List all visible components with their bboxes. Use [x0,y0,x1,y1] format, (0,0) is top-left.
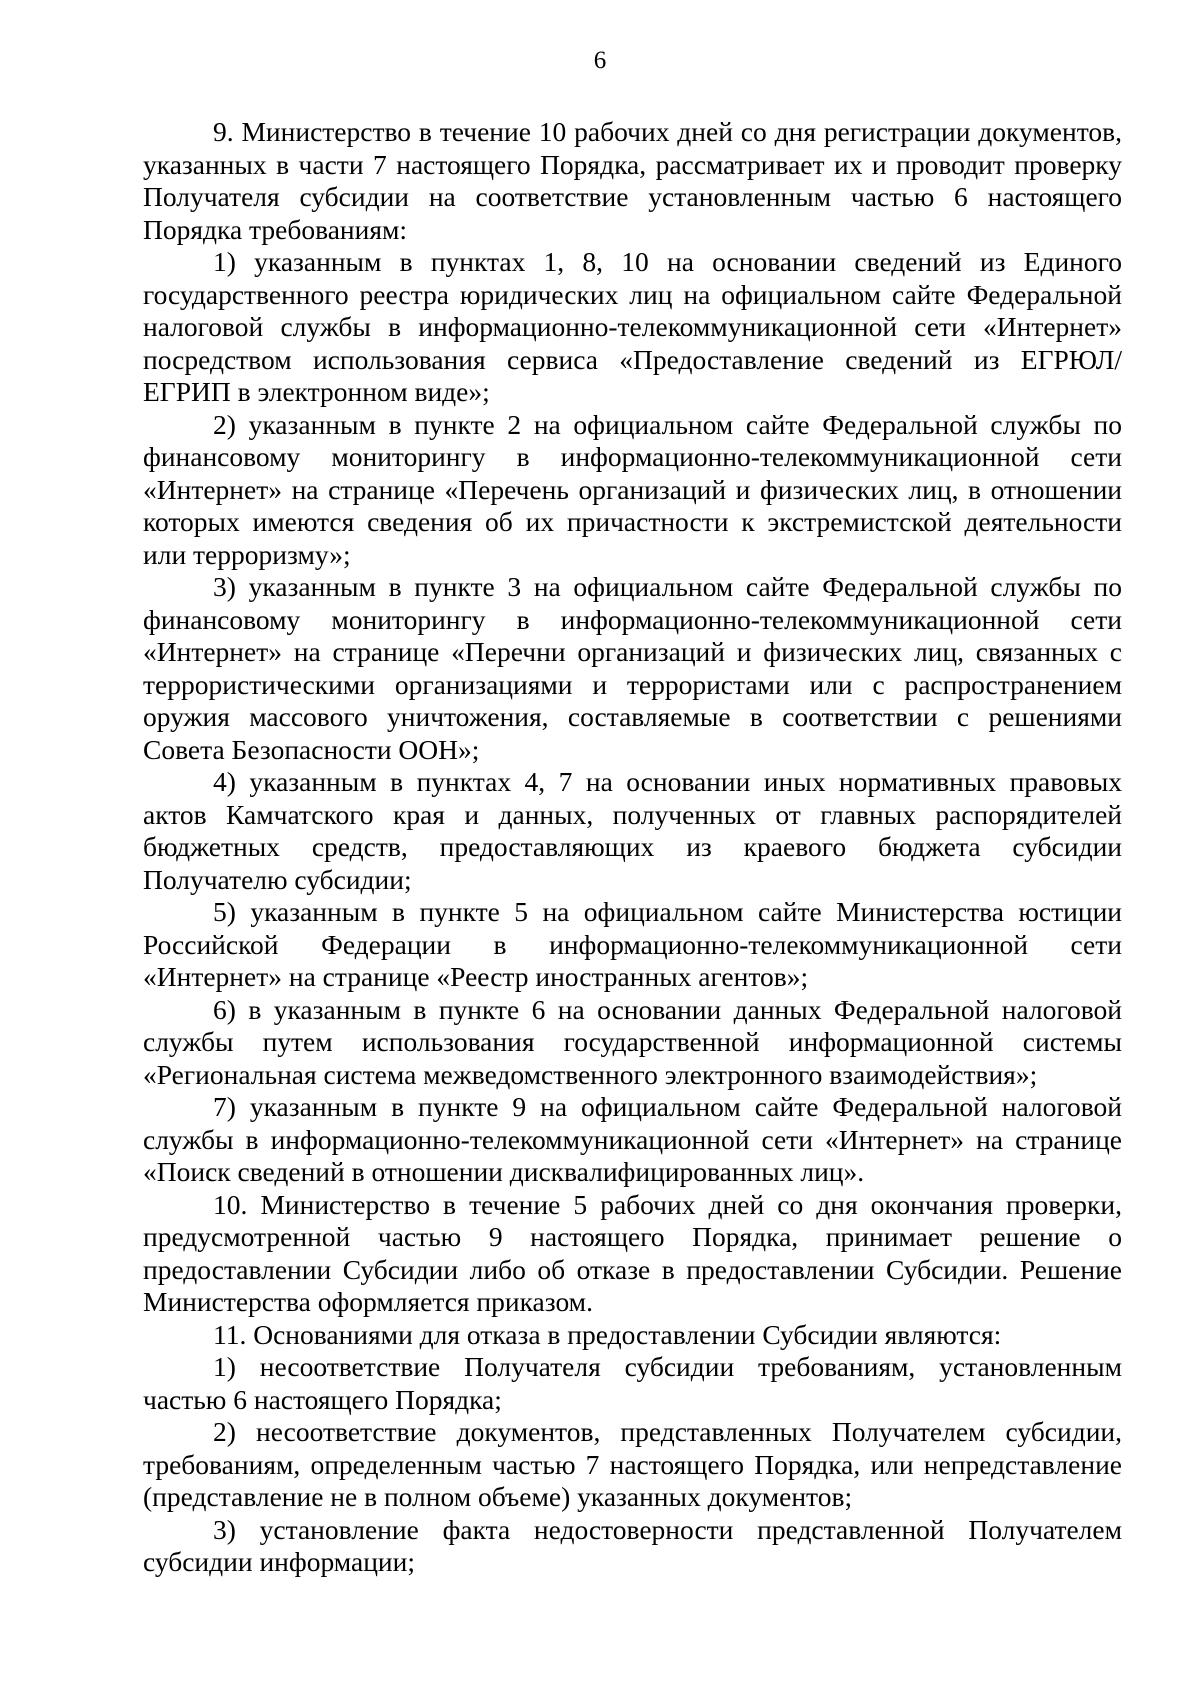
paragraph-10: 10. Министерство в течение 5 рабочих дней со дня окончания проверки, предусмотренной частью 9 настоящего Порядка, принимает решение о предоставлении Субсидии либо об отказе в предоставлении Субсидии. Решение Министерства оформляется приказом. [143,1188,1122,1317]
list-item-9-3: 3) указанным в пункте 3 на официальном сайте Федеральной службы по финансовому мониторингу в информационно-телекоммуникационной сети «Интернет» на странице «Перечни организаций и физических лиц, связанных с террористическими организациями и террористами или с распространением оружия массового уничтожения, составляемые в соответствии с решениями Совета Безопасности ООН»; [143,571,1122,765]
list-item-11-3: 3) установление факта недостоверности представленной Получателем субсидии информации; [143,1513,1122,1577]
list-item-11-2: 2) несоответствие документов, представленных Получателем субсидии, требованиям, определенным частью 7 настоящего Порядка, или непредставление (представление не в полном объеме) указанных документов; [143,1416,1122,1512]
paragraph-9: 9. Министерство в течение 10 рабочих дней со дня регистрации документов, указанных в части 7 настоящего Порядка, рассматривает их и проводит проверку Получателя субсидии на соответствие установленным частью 6 настоящего Порядка требованиям: [143,116,1122,245]
list-item-9-7: 7) указанным в пункте 9 на официальном сайте Федеральной налоговой службы в информационно-телекоммуникационной сети «Интернет» на странице «Поиск сведений в отношении дисквалифицированных лиц». [143,1091,1122,1187]
list-item-9-2: 2) указанным в пункте 2 на официальном сайте Федеральной службы по финансовому мониторингу в информационно-телекоммуникационной сети «Интернет» на странице «Перечень организаций и физических лиц, в отношении которых имеются сведения об их причастности к экстремистской деятельности или терроризму»; [143,408,1122,570]
list-item-9-1: 1) указанным в пунктах 1, 8, 10 на основании сведений из Единого государственного реестра юридических лиц на официальном сайте Федеральной налоговой службы в информационно-телекоммуникационной сети «Интернет» посредством использования сервиса «Предоставление сведений из ЕГРЮЛ/ЕГРИП в электронном виде»; [143,246,1122,407]
list-item-9-4: 4) указанным в пунктах 4, 7 на основании иных нормативных правовых актов Камчатского края и данных, полученных от главных распорядителей бюджетных средств, предоставляющих из краевого бюджета субсидии Получателю субсидии; [143,766,1122,895]
paragraph-11: 11. Основаниями для отказа в предоставлении Субсидии являются: [213,1318,1002,1350]
list-item-9-6: 6) в указанным в пункте 6 на основании данных Федеральной налоговой службы путем использования государственной информационной системы «Региональная система межведомственного электронного взаимодействия»; [143,993,1122,1090]
list-item-9-5: 5) указанным в пункте 5 на официальном сайте Министерства юстиции Российской Федерации в информационно-телекоммуникационной сети «Интернет» на странице «Реестр иностранных агентов»; [143,896,1122,992]
document-body [143,116,1122,1579]
list-item-11-1: 1) несоответствие Получателя субсидии требованиям, установленным частью 6 настоящего Порядка; [143,1351,1122,1415]
page-number: 6 [593,47,607,74]
